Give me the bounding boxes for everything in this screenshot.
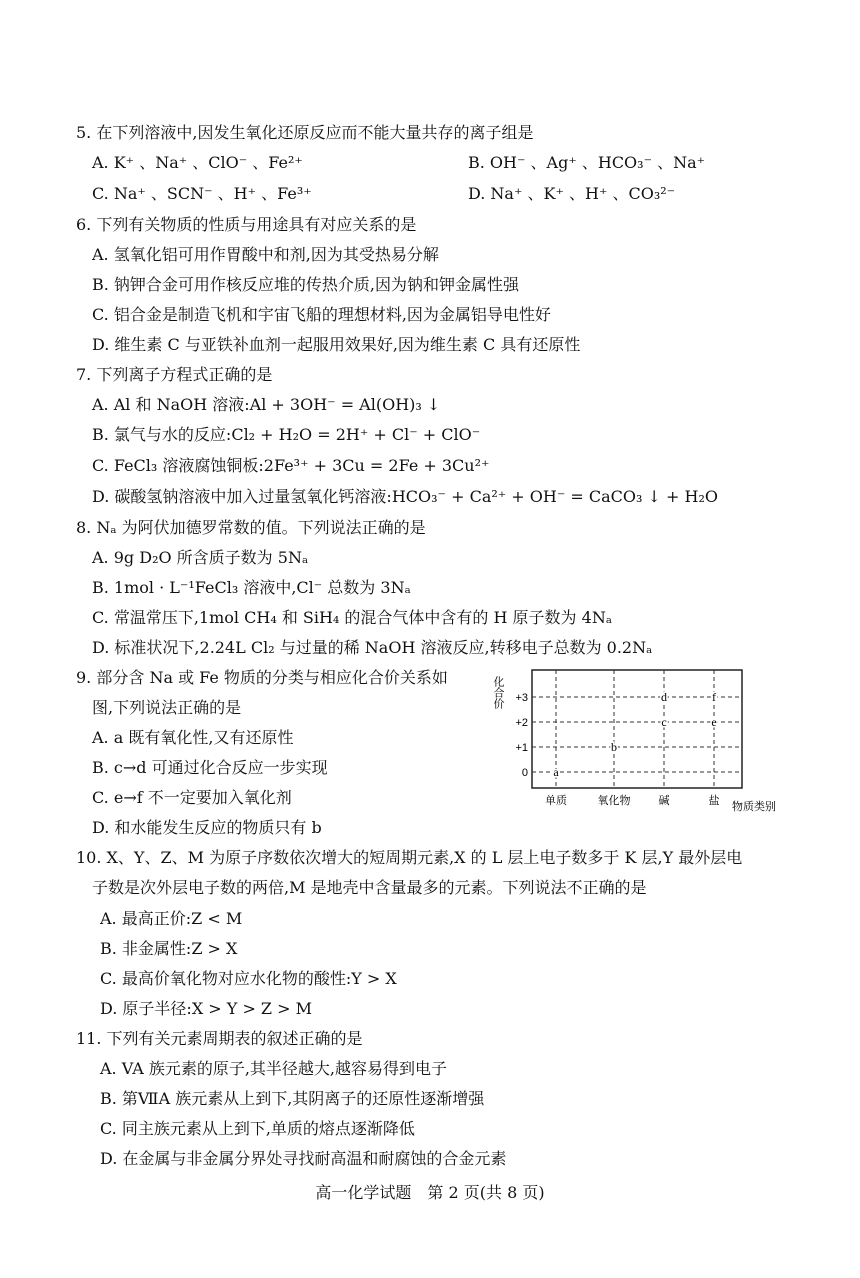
q10-option-d: D. 原子半径:X > Y > Z > M (100, 999, 313, 1018)
point-f: f (712, 690, 716, 704)
q9-option-c: C. e→f 不一定要加入氧化剂 (92, 788, 292, 807)
x-tick-label: 氧化物 (597, 795, 631, 807)
q10-stem-line1: 10. X、Y、Z、M 为原子序数依次增大的短周期元素,X 的 L 层上电子数多于 K 层,Y 最外层电 (76, 848, 743, 867)
q7-option-d: D. 碳酸氢钠溶液中加入过量氢氧化钙溶液:HCO₃⁻ + Ca²⁺ + OH⁻ = CaCO₃ ↓ + H₂O (92, 487, 718, 506)
q7-option-b: B. 氯气与水的反应:Cl₂ + H₂O = 2H⁺ + Cl⁻ + ClO⁻ (92, 425, 481, 444)
x-tick-label: 盐 (708, 795, 720, 807)
point-c: c (661, 715, 667, 729)
q8-stem: 8. Nₐ 为阿伏加德罗常数的值。下列说法正确的是 (76, 518, 426, 537)
point-a: a (553, 765, 559, 779)
q6-option-a: A. 氢氧化铝可用作胃酸中和剂,因为其受热易分解 (92, 245, 439, 264)
q8-option-b: B. 1mol · L⁻¹FeCl₃ 溶液中,Cl⁻ 总数为 3Nₐ (92, 578, 411, 597)
q9-option-b: B. c→d 可通过化合反应一步实现 (92, 758, 328, 777)
point-b: b (611, 740, 617, 754)
y-tick-label: +1 (515, 742, 528, 754)
q5-stem: 5. 在下列溶液中,因发生氧化还原反应而不能大量共存的离子组是 (76, 123, 534, 142)
point-e: e (711, 715, 717, 729)
q9-stem-line2: 图,下列说法正确的是 (92, 698, 242, 717)
q7-option-c: C. FeCl₃ 溶液腐蚀铜板:2Fe³⁺ + 3Cu = 2Fe + 3Cu²⁺ (92, 456, 490, 475)
y-tick-label: 0 (521, 767, 528, 779)
q9-stem-line1: 9. 部分含 Na 或 Fe 物质的分类与相应化合价关系如 (76, 668, 448, 687)
y-tick-label: +3 (515, 692, 528, 704)
page-footer: 高一化学试题 第 2 页(共 8 页) (315, 1183, 545, 1202)
chart-frame (532, 670, 742, 788)
q8-option-a: A. 9g D₂O 所含质子数为 5Nₐ (92, 548, 309, 567)
q11-option-c: C. 同主族元素从上到下,单质的熔点逐渐降低 (100, 1119, 415, 1138)
q5-option-b: B. OH⁻ 、Ag⁺ 、HCO₃⁻ 、Na⁺ (468, 153, 706, 172)
q11-option-d: D. 在金属与非金属分界处寻找耐高温和耐腐蚀的合金元素 (100, 1149, 507, 1168)
q10-option-b: B. 非金属性:Z > X (100, 939, 238, 958)
q6-option-b: B. 钠钾合金可用作核反应堆的传热介质,因为钠和钾金属性强 (92, 275, 520, 294)
q11-option-a: A. VA 族元素的原子,其半径越大,越容易得到电子 (100, 1059, 448, 1078)
y-axis-title: 化合价 (492, 676, 504, 709)
q11-option-b: B. 第ⅦA 族元素从上到下,其阴离子的还原性逐渐增强 (100, 1089, 485, 1108)
q5-option-a: A. K⁺ 、Na⁺ 、ClO⁻ 、Fe²⁺ (92, 153, 303, 172)
q9-option-a: A. a 既有氧化性,又有还原性 (92, 728, 294, 747)
q9-option-d: D. 和水能发生反应的物质只有 b (92, 818, 322, 837)
q10-stem-line2: 子数是次外层电子数的两倍,M 是地壳中含量最多的元素。下列说法不正确的是 (92, 878, 647, 897)
x-tick-label: 单质 (545, 795, 567, 807)
x-axis-title: 物质类别 (732, 801, 776, 813)
q8-option-c: C. 常温常压下,1mol CH₄ 和 SiH₄ 的混合气体中含有的 H 原子数为 4Nₐ (92, 608, 612, 627)
q7-stem: 7. 下列离子方程式正确的是 (76, 365, 273, 384)
y-tick-label: +2 (515, 717, 528, 729)
q7-option-a: A. Al 和 NaOH 溶液:Al + 3OH⁻ = Al(OH)₃ ↓ (92, 395, 441, 414)
q6-option-c: C. 铝合金是制造飞机和宇宙飞船的理想材料,因为金属铝导电性好 (92, 305, 551, 324)
q5-option-d: D. Na⁺ 、K⁺ 、H⁺ 、CO₃²⁻ (468, 184, 676, 203)
point-d: d (661, 690, 667, 704)
q6-option-d: D. 维生素 C 与亚铁补血剂一起服用效果好,因为维生素 C 具有还原性 (92, 335, 581, 354)
valence-class-chart (492, 660, 792, 816)
q8-option-d: D. 标准状况下,2.24L Cl₂ 与过量的稀 NaOH 溶液反应,转移电子总数为 0.2Nₐ (92, 638, 653, 657)
q6-stem: 6. 下列有关物质的性质与用途具有对应关系的是 (76, 215, 417, 234)
q5-option-c: C. Na⁺ 、SCN⁻ 、H⁺ 、Fe³⁺ (92, 184, 312, 203)
x-tick-label: 碱 (658, 795, 670, 807)
q11-stem: 11. 下列有关元素周期表的叙述正确的是 (76, 1029, 363, 1048)
q10-option-c: C. 最高价氧化物对应水化物的酸性:Y > X (100, 969, 397, 988)
q10-option-a: A. 最高正价:Z < M (100, 909, 243, 928)
